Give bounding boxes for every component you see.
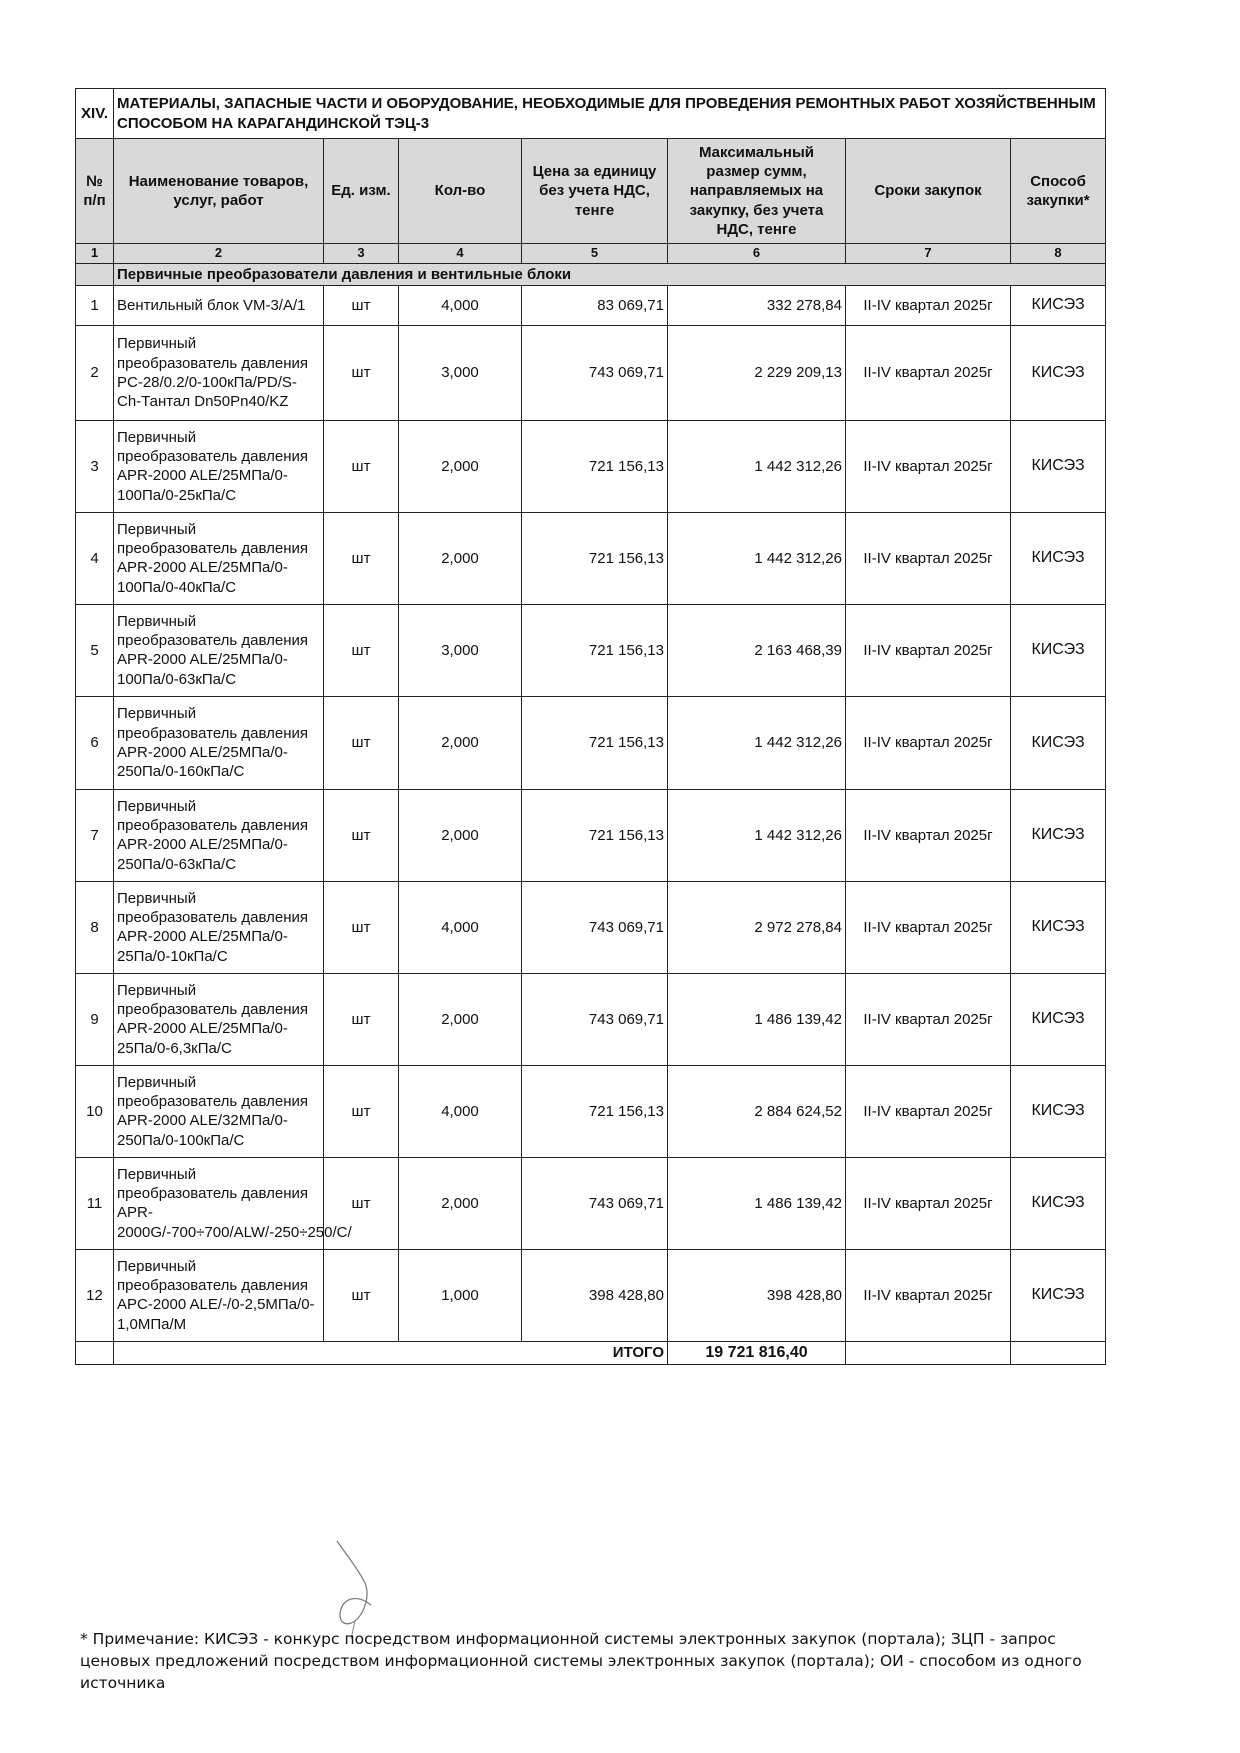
section-title: МАТЕРИАЛЫ, ЗАПАСНЫЕ ЧАСТИ И ОБОРУДОВАНИЕ, НЕОБХОДИМЫЕ ДЛЯ ПРОВЕДЕНИЯ РЕМОНТНЫХ РАБОТ ХОЗЯЙСТВЕННЫМ СПОСОБОМ НА КАРАГАНДИНСКОЙ ТЭЦ-3	[114, 89, 1106, 139]
table-row	[76, 604, 1106, 696]
item-unit-price: 743 069,71	[522, 1157, 668, 1249]
total-label: ИТОГО	[114, 1341, 668, 1364]
item-unit: шт	[324, 604, 399, 696]
item-name: Первичный преобразователь давления APR-2000 ALE/25МПа/0-100Па/0-25кПа/C	[114, 420, 324, 512]
row-number: 1	[76, 285, 114, 325]
row-number: 8	[76, 881, 114, 973]
item-name: Первичный преобразователь давления APR-2000 ALE/25МПа/0-100Па/0-63кПа/C	[114, 604, 324, 696]
section-title-row	[76, 89, 1106, 139]
item-term: II-IV квартал 2025г	[846, 881, 1011, 973]
column-index: 3	[324, 244, 399, 264]
item-term: II-IV квартал 2025г	[846, 1157, 1011, 1249]
item-max-sum: 1 486 139,42	[668, 973, 846, 1065]
item-name: Первичный преобразователь давления APR-2000 ALE/25МПа/0-250Па/0-63кПа/C	[114, 789, 324, 881]
item-unit-price: 398 428,80	[522, 1249, 668, 1341]
row-number: 6	[76, 696, 114, 789]
column-index: 6	[668, 244, 846, 264]
header-num: № п/п	[76, 139, 114, 244]
item-term: II-IV квартал 2025г	[846, 1065, 1011, 1157]
row-number: 7	[76, 789, 114, 881]
item-unit: шт	[324, 1065, 399, 1157]
total-row	[76, 1341, 1106, 1364]
row-number: 4	[76, 512, 114, 604]
section-number: XIV.	[76, 89, 114, 139]
item-method: КИСЭЗ	[1011, 881, 1106, 973]
item-max-sum: 2 229 209,13	[668, 325, 846, 420]
item-name: Первичный преобразователь давления APR-2000G/-700÷700/ALW/-250÷250/C/	[114, 1157, 324, 1249]
item-quantity: 4,000	[399, 1065, 522, 1157]
item-max-sum: 398 428,80	[668, 1249, 846, 1341]
item-unit-price: 721 156,13	[522, 789, 668, 881]
item-quantity: 1,000	[399, 1249, 522, 1341]
item-name: Первичный преобразователь давления APR-2000 ALE/25МПа/0-25Па/0-10кПа/C	[114, 881, 324, 973]
item-term: II-IV квартал 2025г	[846, 1249, 1011, 1341]
column-index: 1	[76, 244, 114, 264]
item-max-sum: 1 442 312,26	[668, 512, 846, 604]
item-max-sum: 2 163 468,39	[668, 604, 846, 696]
item-unit-price: 743 069,71	[522, 325, 668, 420]
table-row	[76, 420, 1106, 512]
header-qty: Кол-во	[399, 139, 522, 244]
table-row	[76, 285, 1106, 325]
row-number: 10	[76, 1065, 114, 1157]
item-quantity: 2,000	[399, 789, 522, 881]
item-quantity: 2,000	[399, 973, 522, 1065]
item-unit-price: 721 156,13	[522, 604, 668, 696]
item-unit: шт	[324, 420, 399, 512]
header-unit: Ед. изм.	[324, 139, 399, 244]
item-name: Первичный преобразователь давления APR-2000 ALE/25МПа/0-25Па/0-6,3кПа/C	[114, 973, 324, 1065]
table-row	[76, 1065, 1106, 1157]
item-method: КИСЭЗ	[1011, 696, 1106, 789]
item-max-sum: 2 884 624,52	[668, 1065, 846, 1157]
item-quantity: 2,000	[399, 1157, 522, 1249]
item-unit-price: 721 156,13	[522, 696, 668, 789]
item-method: КИСЭЗ	[1011, 973, 1106, 1065]
item-method: КИСЭЗ	[1011, 285, 1106, 325]
item-term: II-IV квартал 2025г	[846, 325, 1011, 420]
item-method: КИСЭЗ	[1011, 325, 1106, 420]
item-term: II-IV квартал 2025г	[846, 604, 1011, 696]
item-max-sum: 1 486 139,42	[668, 1157, 846, 1249]
row-number: 5	[76, 604, 114, 696]
item-unit-price: 743 069,71	[522, 973, 668, 1065]
column-index: 8	[1011, 244, 1106, 264]
item-unit-price: 721 156,13	[522, 1065, 668, 1157]
item-method: КИСЭЗ	[1011, 420, 1106, 512]
table-row	[76, 881, 1106, 973]
table-row	[76, 325, 1106, 420]
item-quantity: 2,000	[399, 512, 522, 604]
header-method: Способ закупки*	[1011, 139, 1106, 244]
column-index: 4	[399, 244, 522, 264]
column-index: 2	[114, 244, 324, 264]
row-number: 11	[76, 1157, 114, 1249]
item-name: Первичный преобразователь давления APR-2000 ALE/25МПа/0-100Па/0-40кПа/C	[114, 512, 324, 604]
item-quantity: 2,000	[399, 420, 522, 512]
table-row	[76, 789, 1106, 881]
item-unit: шт	[324, 696, 399, 789]
item-quantity: 2,000	[399, 696, 522, 789]
item-unit: шт	[324, 512, 399, 604]
header-row	[76, 139, 1106, 244]
row-number: 12	[76, 1249, 114, 1341]
item-unit: шт	[324, 881, 399, 973]
item-method: КИСЭЗ	[1011, 1157, 1106, 1249]
item-max-sum: 2 972 278,84	[668, 881, 846, 973]
item-unit: шт	[324, 789, 399, 881]
item-unit-price: 743 069,71	[522, 881, 668, 973]
total-value: 19 721 816,40	[668, 1341, 846, 1364]
item-name: Первичный преобразователь давления APR-2000 ALE/25МПа/0-250Па/0-160кПа/C	[114, 696, 324, 789]
table-row	[76, 696, 1106, 789]
item-method: КИСЭЗ	[1011, 1065, 1106, 1157]
item-name: Первичный преобразователь давления APR-2000 ALE/32МПа/0-250Па/0-100кПа/C	[114, 1065, 324, 1157]
item-max-sum: 1 442 312,26	[668, 789, 846, 881]
item-quantity: 3,000	[399, 604, 522, 696]
header-price: Цена за единицу без учета НДС, тенге	[522, 139, 668, 244]
item-unit: шт	[324, 325, 399, 420]
row-number: 2	[76, 325, 114, 420]
item-unit: шт	[324, 973, 399, 1065]
item-max-sum: 1 442 312,26	[668, 420, 846, 512]
column-index: 5	[522, 244, 668, 264]
footnote: * Примечание: КИСЭЗ - конкурс посредством информационной системы электронных закупок (портала); ЗЦП - запрос ценовых предложений посредством информационной системы электронных закупок (портала); ОИ - способом из одного источника	[80, 1630, 1082, 1692]
item-method: КИСЭЗ	[1011, 1249, 1106, 1341]
item-term: II-IV квартал 2025г	[846, 420, 1011, 512]
item-unit-price: 721 156,13	[522, 420, 668, 512]
table-row	[76, 1157, 1106, 1249]
item-quantity: 3,000	[399, 325, 522, 420]
item-name: Первичный преобразователь давления PC-28/0.2/0-100кПа/PD/S-Ch-Тантал Dn50Pn40/KZ	[114, 325, 324, 420]
item-name: Первичный преобразователь давления APC-2000 ALE/-/0-2,5МПа/0-1,0МПа/M	[114, 1249, 324, 1341]
header-max-sum: Максимальный размер сумм, направляемых на закупку, без учета НДС, тенге	[668, 139, 846, 244]
procurement-table	[75, 88, 1106, 1365]
item-unit-price: 83 069,71	[522, 285, 668, 325]
item-term: II-IV квартал 2025г	[846, 512, 1011, 604]
item-term: II-IV квартал 2025г	[846, 789, 1011, 881]
row-number: 9	[76, 973, 114, 1065]
item-unit: шт	[324, 285, 399, 325]
item-term: II-IV квартал 2025г	[846, 285, 1011, 325]
table-row	[76, 1249, 1106, 1341]
group-title-row	[76, 263, 1106, 285]
column-index: 7	[846, 244, 1011, 264]
row-number: 3	[76, 420, 114, 512]
item-max-sum: 1 442 312,26	[668, 696, 846, 789]
item-max-sum: 332 278,84	[668, 285, 846, 325]
item-unit-price: 721 156,13	[522, 512, 668, 604]
item-name: Вентильный блок VM-3/A/1	[114, 285, 324, 325]
header-terms: Сроки закупок	[846, 139, 1011, 244]
group-title: Первичные преобразователи давления и вентильные блоки	[114, 263, 1106, 285]
item-quantity: 4,000	[399, 881, 522, 973]
item-term: II-IV квартал 2025г	[846, 973, 1011, 1065]
item-quantity: 4,000	[399, 285, 522, 325]
item-method: КИСЭЗ	[1011, 789, 1106, 881]
item-method: КИСЭЗ	[1011, 604, 1106, 696]
item-unit: шт	[324, 1249, 399, 1341]
table-row	[76, 973, 1106, 1065]
item-term: II-IV квартал 2025г	[846, 696, 1011, 789]
table-row	[76, 512, 1106, 604]
column-index-row	[76, 244, 1106, 264]
item-unit: шт	[324, 1157, 399, 1249]
header-name: Наименование товаров, услуг, работ	[114, 139, 324, 244]
item-method: КИСЭЗ	[1011, 512, 1106, 604]
